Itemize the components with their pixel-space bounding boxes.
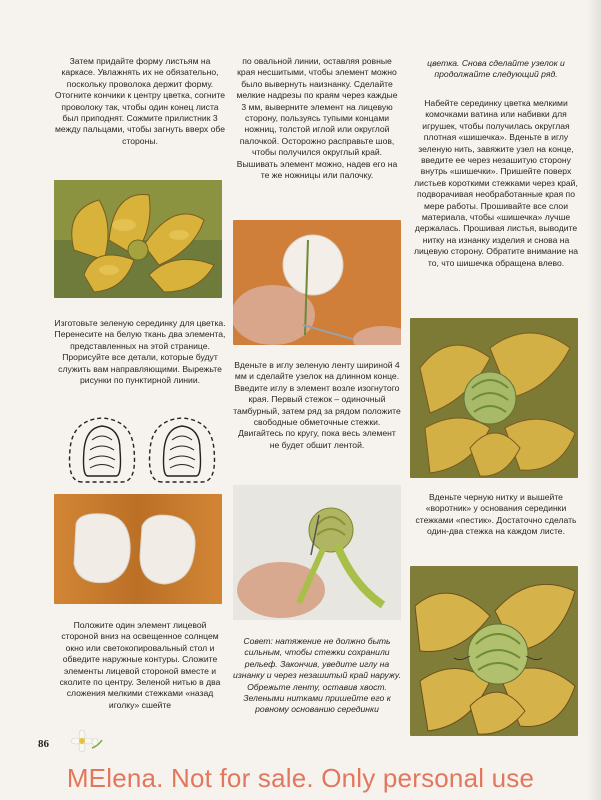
flower-center-image [410, 318, 578, 478]
photo-needle-stitching [233, 220, 401, 345]
photo-ribbon-embroidery [233, 485, 401, 620]
photo-flower-center [410, 318, 578, 478]
page-edge-shadow [587, 0, 601, 800]
column-3-text-2: Набейте серединку цветка мелкими комочками ватина или набивки для игрушек, чтобы получилась округлая плотная «шишечка». Вденьте в иглу зеленую нить, завяжите узел на конце, введите ее через незашитую сторону внутрь «шишечки». Пришейте поверх листьев короткими стежками через край, подворачивая необработанные края по мере работы. Прошивайте все слои материала, чтобы «шишечка» лучше держалась. Прошивая листья, выводите нитку на изнанку изделия и снова на лицевую сторону. Обратите внимание на то, что шишечка обращена влево. [413, 98, 579, 268]
watermark: MElena. Not for sale. Only personal use [66, 763, 535, 793]
column-1-text-2: Изготовьте зеленую серединку для цветка. Перенесите на белую ткань два элемента, представленных на этой странице. Прорисуйте все детали, которые будут служить вам направляющими. Вырежьте рисунки по пунктирной линии. [54, 318, 226, 386]
fabric-pieces-image [54, 494, 222, 604]
column-1-text-3: Положите один элемент лицевой стороной вниз на освещенное солнцем окно или светокопировальный стол и обведите наружные контуры. Сложите элементы лицевой стороной вместе и сколите по центру. Зеленой нитью в два сложения мелкими стежками «назад иголку» сшейте [59, 620, 221, 710]
template-outlines-image [62, 410, 222, 492]
photo-finished-flower [410, 566, 578, 736]
photo-flower-leaves [54, 180, 222, 298]
column-2-tip: Совет: натяжение не должно быть сильным, чтобы стежки сохранили рельеф. Закончив, уведите иглу на изнанку и через незашитый край наружу. Обрежьте ленту, оставив хвост. Зелеными нитками пришейте его к ровному основанию серединки [233, 636, 401, 715]
column-3-text-3: Вденьте черную нитку и вышейте «воротник» у основания серединки стежками «пестик». Достаточно сделать один-два стежка на каждом листе. [415, 492, 577, 537]
ribbon-embroidery-image [233, 485, 401, 620]
page-number: 86 [38, 738, 49, 750]
daisy-icon [70, 730, 104, 752]
photo-fabric-pieces [54, 494, 222, 604]
column-1-text-1: Затем придайте форму листьям на каркасе. Увлажнять их не обязательно, поскольку проволока держит форму. Отогните кончики к центру цветка, согните проволоку так, чтобы один конец листа был приподнят. Сожмите прилистник 3 между пальцами, чтобы загнуть вверх обе стороны. [54, 56, 226, 146]
finished-flower-image [410, 566, 578, 736]
pattern-templates [62, 410, 222, 492]
column-2-text-1: по овальной линии, оставляя ровные края несшитыми, чтобы элемент можно было вывернуть наизнанку. Сделайте мелкие надрезы по краям через каждые 3 мм, выверните элемент на лицевую сторону, пользуясь тупыми концами ножниц, толстой иглой или округлой палочкой. Осторожно расправьте шов, чтобы получился округлый край. Вышивать элемент можно, надев его на те же ножницы или палочку. [236, 56, 398, 181]
needle-stitching-image [233, 220, 401, 345]
flower-leaves-image [54, 180, 222, 298]
column-2-text-2: Вденьте в иглу зеленую ленту шириной 4 мм и сделайте узелок на длинном конце. Введите иглу в элемент возле изогнутого края. Первый стежок – одиночный тамбурный, затем ряд за рядом положите свободные обметочные стежки. Двигайтесь по кругу, пока весь элемент не будет обшит лентой. [233, 360, 401, 450]
column-3-text-1: цветка. Снова сделайте узелок и продолжайте следующий ряд. [427, 58, 565, 80]
